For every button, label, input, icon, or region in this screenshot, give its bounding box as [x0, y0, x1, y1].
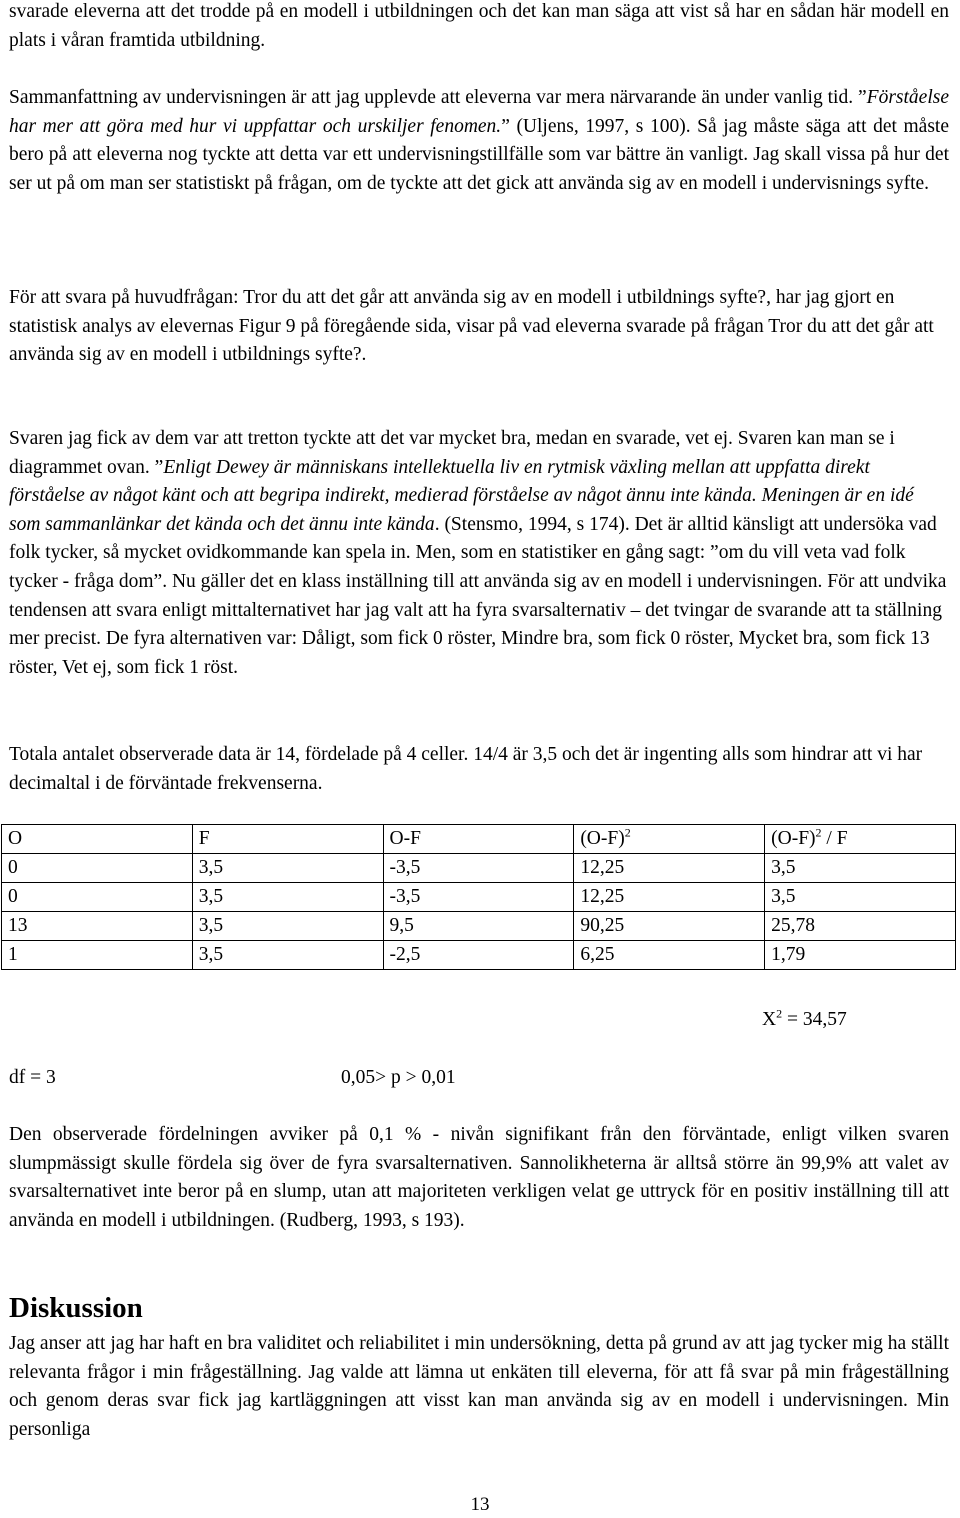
table-cell: -3,5 — [383, 883, 574, 912]
table-cell: -3,5 — [383, 854, 574, 883]
page-number: 13 — [470, 1494, 490, 1515]
table-row — [2, 912, 956, 941]
table-cell: 0 — [2, 883, 193, 912]
table-cell: 3,5 — [765, 883, 956, 912]
header-cell: $(O-F)^2$ — [574, 825, 765, 854]
table-cell: 12,25 — [574, 883, 765, 912]
header-cell: F — [192, 825, 383, 854]
table-cell: 3,5 — [192, 912, 383, 941]
header-cell: O — [2, 825, 193, 854]
table-cell: 0 — [2, 854, 193, 883]
answers-text-2: . (Stensmo, 1994, s 174). Det är alltid känsligt att undersöka vad folk tycker, så mycket ovidkommande kan spela in. Men, som en statistiker en gång sagt: ”om du vill veta vad folk tycker - fråga dom”. Nu gäller det en klass inställning till att använda sig av en modell i undervisningen. För att undvika tendensen att svara enligt mittalternativet har jag valt att ha fyra svarsalternativ – det tvingar de svarande att ta ställning mer precist. De fyra alternativen var: Dåligt, som fick 0 röster, Mindre bra, som fick 0 röster, Mycket bra, som fick 13 röster, Vet ej, som fick 1 röst. — [9, 513, 947, 678]
table-cell: 12,25 — [574, 854, 765, 883]
paragraph-intro: svarade eleverna att det trodde på en modell i utbildningen och det kan man säga att vist så har en sådan här modell en plats i våran framtida utbildning. — [9, 1, 949, 51]
table-row — [2, 883, 956, 912]
table-cell: 13 — [2, 912, 193, 941]
table-cell: 3,5 — [765, 854, 956, 883]
table-cell: 9,5 — [383, 912, 574, 941]
paragraph-main-question: För att svara på huvudfrågan: Tror du att det går att använda sig av en modell i utbildnings syfte?, har jag gjort en statistisk analys av elevernas Figur 9 på föregående sida, visar på vad eleverna svarade på frågan Tror du att det går att använda sig av en modell i utbildnings syfte?. — [9, 287, 934, 366]
table-cell: -2,5 — [383, 941, 574, 970]
header-cell: $(O-F)^2$ / F — [765, 825, 956, 854]
table-row — [2, 854, 956, 883]
table-cell: 90,25 — [574, 912, 765, 941]
summary-text-2: (Uljens, 1997, s 100). Så jag måste säga att det måste bero på att eleverna nog tyckte att detta var ett undervisningstillfälle som var bättre än vanligt. Jag skall vissa på hur det ser ut på om man ser statistiskt på frågan, om de tyckte att det gick att använda sig av en modell i undervisnings syfte. — [9, 115, 949, 194]
answers-text-1: Svaren jag fick av dem var att tretton tyckte att det var mycket bra, medan en svarade, vet ej. Svaren kan man se i diagrammet ovan. — [9, 428, 895, 478]
quote-dewey: Enligt Dewey är människans intellektuella liv en rytmisk växling mellan att uppfatta direkt förståelse av något känt och att begripa indirekt, medierad förståelse av något ännu inte kända. Meningen är en idé som sammanlänkar det kända och det ännu inte kända — [9, 456, 914, 535]
paragraph-totals: Totala antalet observerade data är 14, fördelade på 4 celler. 14/4 är 3,5 och det är ingenting alls som hindrar att vi har decimaltal i de förväntade frekvenserna. — [9, 744, 923, 794]
table-row — [2, 941, 956, 970]
table-cell: 25,78 — [765, 912, 956, 941]
table-header-row — [2, 825, 956, 854]
summary-text-1: Sammanfattning av undervisningen är att jag upplevde att eleverna var mera närvarande än under vanlig tid. — [9, 87, 859, 108]
table-cell: 1 — [2, 941, 193, 970]
p-value-range: 0,05> p > 0,01 — [341, 1067, 456, 1088]
table-cell: 3,5 — [192, 883, 383, 912]
paragraph-answers: Svaren jag fick av dem var att tretton tyckte att det var mycket bra, medan en svarade, vet ej. Svaren kan man se i diagrammet ovan. ”Enligt Dewey är människans intellektuella liv en rytmisk växling mellan att uppfatta direkt förståelse av något känt och att begripa indirekt, medierad förståelse av något ännu inte kända. Meningen är en idé som sammanlänkar det kända och det ännu inte kända. (Stensmo, 1994, s 174). Det är alltid känsligt att undersöka vad folk tycker, så mycket ovidkommande kan spela in. Men, som en statistiker en gång sagt: ”om du vill veta vad folk tycker - fråga dom”. Nu gäller det en klass inställning till att använda sig av en modell i undervisningen. För att undvika tendensen att svara enligt mittalternativet har jag valt att ha fyra svarsalternativ – det tvingar de svarande att ta ställning mer precist. De fyra alternativen var: Dåligt, som fick 0 röster, Mindre bra, som fick 0 röster, Mycket bra, som fick 13 röster, Vet ej, som fick 1 röst. — [9, 428, 947, 678]
chi-square-table — [1, 824, 956, 970]
quote-uljens: Förståelse har mer att göra med hur vi uppfattar och urskiljer fenomen. — [9, 87, 949, 137]
table-cell: 6,25 — [574, 941, 765, 970]
section-heading-diskussion: Diskussion — [9, 1292, 143, 1324]
paragraph-discussion: Jag anser att jag har haft en bra validitet och reliabilitet i min undersökning, detta på grund av att jag tycker mig ha ställt relevanta frågor i min frågeställning. Jag valde att lämna ut enkäten till eleverna, för att få svar på min frågeställning och genom deras svar fick jag kartläggningen att visst kan man använda sig av en modell i undervisningen. Min personliga — [9, 1333, 949, 1440]
chi-square-result: $X^2 = 34,57$ — [762, 1006, 847, 1030]
header-cell: O-F — [383, 825, 574, 854]
table-cell: 3,5 — [192, 854, 383, 883]
table-cell: 3,5 — [192, 941, 383, 970]
paragraph-conclusion: Den observerade fördelningen avviker på 0,1 % - nivån signifikant från den förväntade, enligt vilken svaren slumpmässigt skulle fördela sig över de fyra svarsalternativen. Sannolikheterna är alltså större än 99,9% att valet av svarsalternativet inte beror på en slump, utan att majoriteten verkligen velat ge uttryck för en positiv inställning till att använda en modell i utbildningen. (Rudberg, 1993, s 193). — [9, 1124, 949, 1231]
degrees-of-freedom: df = 3 — [9, 1067, 56, 1088]
paragraph-summary: Sammanfattning av undervisningen är att jag upplevde att eleverna var mera närvarande än under vanlig tid. ”Förståelse har mer att göra med hur vi uppfattar och urskiljer fenomen.” (Uljens, 1997, s 100). Så jag måste säga att det måste bero på att eleverna nog tyckte att detta var ett undervisningstillfälle som var bättre än vanligt. Jag skall vissa på hur det ser ut på om man ser statistiskt på frågan, om de tyckte att det gick att använda sig av en modell i undervisnings syfte. — [9, 87, 949, 194]
table-cell: 1,79 — [765, 941, 956, 970]
